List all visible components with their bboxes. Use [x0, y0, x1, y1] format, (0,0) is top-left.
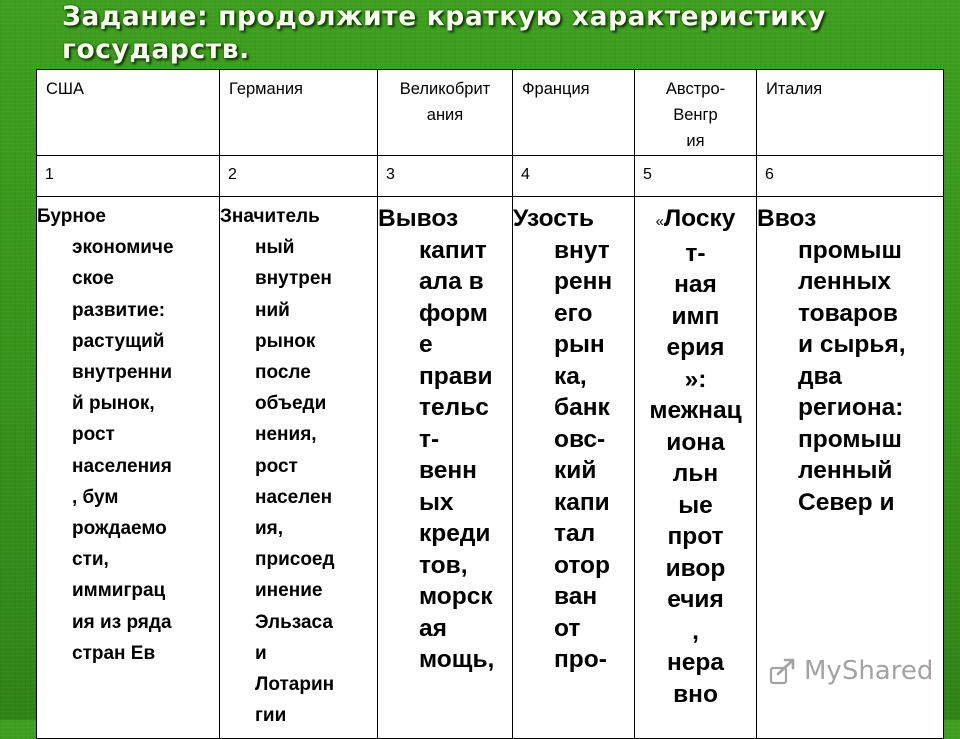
header-germany: Германия — [220, 70, 378, 156]
header-great-britain: Великобрит ания — [378, 70, 513, 156]
cell-germany — [220, 197, 378, 739]
cell-germany-text: Значитель ный внутрен ний рынок после объеди нения, рост населен ия, присоед инение Эльзаса и Лотарин гии — [220, 206, 335, 727]
number-cell: 4 — [513, 156, 635, 197]
number-cell: 5 — [635, 156, 757, 197]
header-usa: США — [37, 70, 220, 156]
number-cell: 2 — [220, 156, 378, 197]
cell-great-britain — [378, 197, 513, 739]
states-table — [36, 69, 944, 739]
number-cell: 1 — [37, 156, 220, 197]
header-austria-hungary: Австро- Венгр ия — [635, 70, 757, 156]
cell-france-text: Узость внут ренн его рын ка, банк овс- кий капи тал отор ван от про- — [513, 205, 613, 673]
header-italy: Италия — [757, 70, 944, 156]
slide-title-line2: государств. — [62, 34, 250, 65]
cell-italy-text: Ввоз промыш ленных товаров и сырья, два региона: промыш ленный Север и — [757, 205, 906, 516]
slide-title-line1: Задание: продолжите краткую характеристику — [62, 1, 826, 32]
cell-great-britain-text: Вывоз капит ала в форм е прави тельс т- венн ых креди тов, морск ая мощь, — [378, 205, 495, 673]
header-row — [37, 70, 944, 156]
slide-title — [62, 0, 826, 66]
cell-austria-hungary — [635, 197, 757, 739]
number-cell: 6 — [757, 156, 944, 197]
cell-austria-hungary-wrap — [635, 197, 756, 710]
header-france: Франция — [513, 70, 635, 156]
cell-france — [513, 197, 635, 739]
cell-austria-hungary-text: Лоску т- ная имп ерия »: межнац иона льн ые прот ивор ечия , нера вно — [649, 205, 742, 708]
cell-usa — [37, 197, 220, 739]
myshared-watermark — [768, 656, 933, 686]
watermark-text: MyShared — [804, 656, 934, 686]
cell-usa-text: Бурное экономиче ское развитие: растущий внутренни й рынок, рост населения , бум рождаемо сти, иммиграц ия из ряда стран Ев — [37, 206, 174, 664]
number-row — [37, 156, 944, 197]
myshared-logo-icon — [768, 656, 798, 686]
number-cell: 3 — [378, 156, 513, 197]
quote-mark: « — [655, 213, 664, 230]
